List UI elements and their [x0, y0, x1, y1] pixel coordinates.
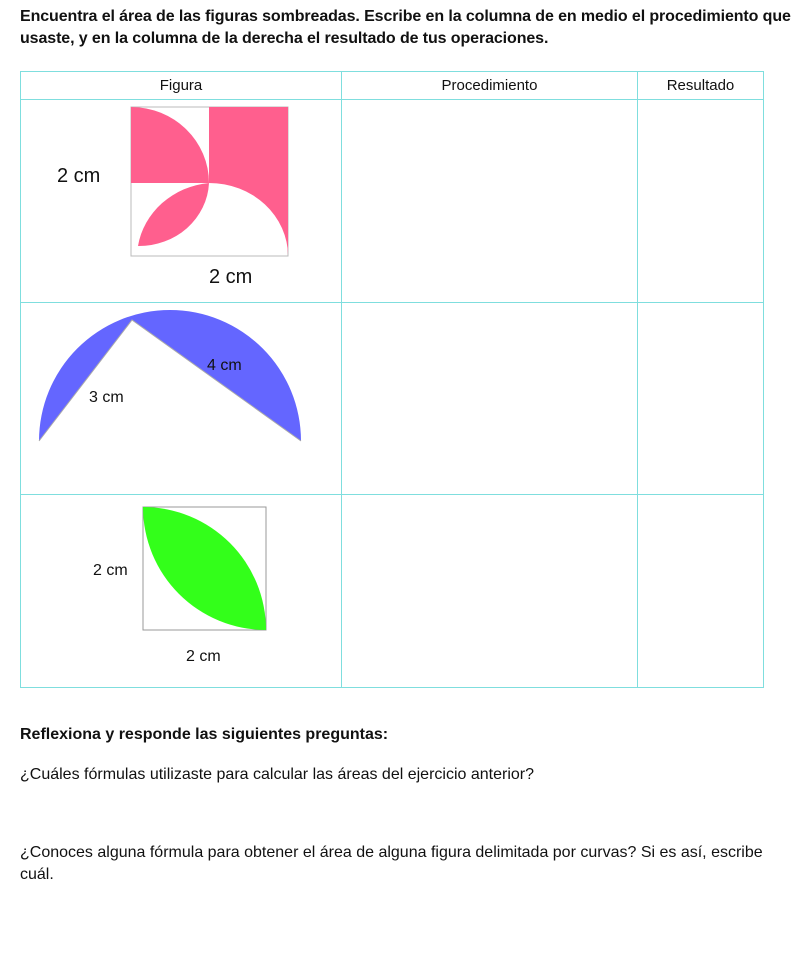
table-row — [21, 100, 764, 303]
leg-length-label: 3 cm — [89, 389, 124, 406]
exercise-table — [20, 71, 764, 688]
procedure-column-header: Procedimiento — [342, 72, 638, 100]
table-row — [21, 495, 764, 688]
instructions-text: Encuentra el área de las figuras sombreadas. Escribe en la columna de en medio el procedimiento que usaste, y en la columna de la derecha el resultado de tus operaciones. — [20, 8, 791, 47]
hypotenuse-label: 4 cm — [207, 357, 242, 374]
procedure-answer-cell[interactable] — [342, 495, 638, 688]
result-answer-cell[interactable] — [638, 495, 764, 688]
side-length-label: 2 cm — [93, 562, 128, 579]
pink-square-figure — [21, 100, 341, 302]
bottom-length-label: 2 cm — [209, 266, 253, 288]
figure-column-header: Figura — [21, 72, 342, 100]
bottom-length-label: 2 cm — [186, 648, 221, 665]
table-row — [21, 303, 764, 495]
result-answer-cell[interactable] — [638, 100, 764, 303]
question-1: ¿Cuáles fórmulas utilizaste para calcular las áreas del ejercicio anterior? — [20, 766, 535, 783]
reflection-title: Reflexiona y responde las siguientes preguntas: — [20, 726, 389, 743]
question-2: ¿Conoces alguna fórmula para obtener el área de alguna figura delimitada por curvas? Si es así, escribe cuál. — [20, 844, 763, 883]
side-length-label: 2 cm — [57, 165, 101, 187]
result-answer-cell[interactable] — [638, 303, 764, 495]
procedure-answer-cell[interactable] — [342, 100, 638, 303]
semicircle-shaded-region — [39, 310, 301, 441]
procedure-answer-cell[interactable] — [342, 303, 638, 495]
figure-cell — [21, 495, 342, 688]
result-column-header: Resultado — [638, 72, 764, 100]
figure-cell — [21, 303, 342, 495]
blue-semicircle-figure — [21, 303, 341, 494]
green-lens-figure — [21, 495, 341, 687]
table-header-row — [21, 72, 764, 100]
figure-cell — [21, 100, 342, 303]
